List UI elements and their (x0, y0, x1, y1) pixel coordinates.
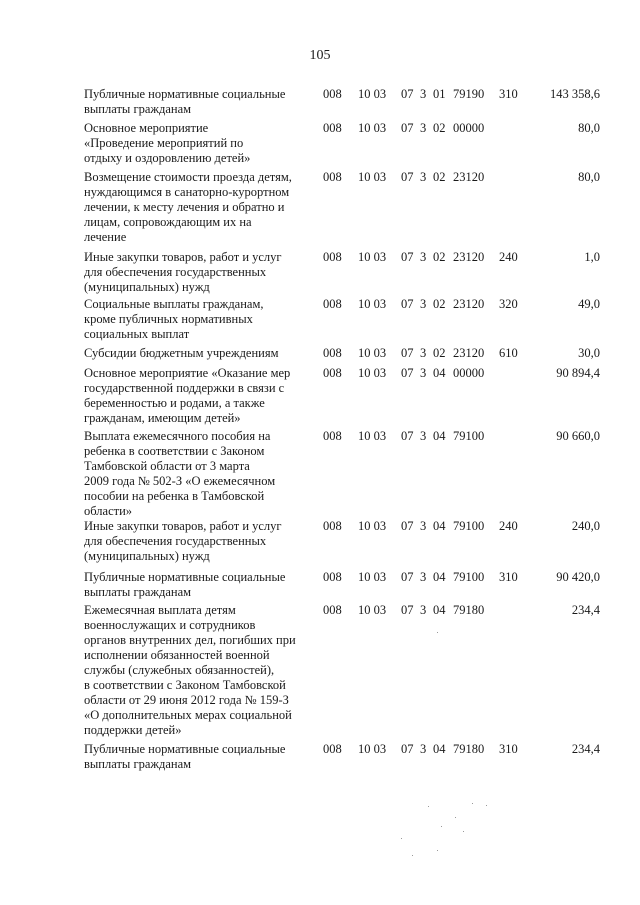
amount: 80,0 (578, 170, 600, 184)
subprogram-code: 3 (420, 346, 427, 360)
direction-code: 79180 (453, 742, 485, 756)
expense-type-code: 610 (499, 346, 518, 360)
amount: 90 420,0 (556, 570, 600, 584)
department-code: 008 (323, 742, 342, 756)
program-code: 07 (401, 170, 414, 184)
measure-code: 04 (433, 570, 446, 584)
amount: 90 894,4 (556, 366, 600, 380)
section-code: 10 03 (358, 570, 387, 584)
measure-code: 02 (433, 121, 446, 135)
row-name: Ежемесячная выплата детям военнослужащих и сотрудников органов внутренних дел, погибших при исполнении обязанностей военной службы (служебных обязанностей), в соответствии с Законом Тамбовской области от 29 июня 2012 года № 159-З «О дополнительных мерах социальной поддержки детей» (84, 603, 296, 737)
expense-type-code: 240 (499, 519, 518, 533)
section-code: 10 03 (358, 87, 387, 101)
expense-type-code: 240 (499, 250, 518, 264)
department-code: 008 (323, 570, 342, 584)
department-code: 008 (323, 87, 342, 101)
page-number: 105 (309, 48, 331, 63)
subprogram-code: 3 (420, 366, 427, 380)
row-name: Основное мероприятие «Оказание мер государственной поддержки в связи с беременностью и родами, а также гражданам, имеющим детей» (84, 366, 291, 425)
direction-code: 00000 (453, 121, 485, 135)
section-code: 10 03 (358, 297, 387, 311)
row-name: Публичные нормативные социальные выплаты гражданам (84, 87, 286, 116)
amount: 240,0 (571, 519, 600, 533)
program-code: 07 (401, 346, 414, 360)
department-code: 008 (323, 297, 342, 311)
program-code: 07 (401, 297, 414, 311)
program-code: 07 (401, 570, 414, 584)
department-code: 008 (323, 603, 342, 617)
subprogram-code: 3 (420, 87, 427, 101)
direction-code: 79180 (453, 603, 485, 617)
measure-code: 04 (433, 366, 446, 380)
amount: 234,4 (571, 603, 600, 617)
measure-code: 04 (433, 519, 446, 533)
expense-type-code: 310 (499, 570, 518, 584)
department-code: 008 (323, 429, 342, 443)
section-code: 10 03 (358, 170, 387, 184)
section-code: 10 03 (358, 603, 387, 617)
subprogram-code: 3 (420, 742, 427, 756)
department-code: 008 (323, 170, 342, 184)
section-code: 10 03 (358, 121, 387, 135)
row-name: Основное мероприятие «Проведение мероприятий по отдыху и оздоровлению детей» (84, 121, 251, 165)
direction-code: 79100 (453, 519, 485, 533)
measure-code: 02 (433, 346, 446, 360)
department-code: 008 (323, 250, 342, 264)
program-code: 07 (401, 429, 414, 443)
amount: 30,0 (578, 346, 600, 360)
direction-code: 23120 (453, 346, 485, 360)
row-name: Иные закупки товаров, работ и услуг для обеспечения государственных (муниципальных) нужд (84, 250, 282, 294)
program-code: 07 (401, 87, 414, 101)
row-name: Выплата ежемесячного пособия на ребенка в соответствии с Законом Тамбовской области от 3 марта 2009 года № 502-З «О ежемесячном пособии на ребенка в Тамбовской области» (84, 429, 276, 518)
row-name: Иные закупки товаров, работ и услуг для обеспечения государственных (муниципальных) нужд (84, 519, 282, 563)
section-code: 10 03 (358, 366, 387, 380)
program-code: 07 (401, 366, 414, 380)
department-code: 008 (323, 121, 342, 135)
expense-type-code: 310 (499, 87, 518, 101)
department-code: 008 (323, 346, 342, 360)
amount: 143 358,6 (550, 87, 600, 101)
subprogram-code: 3 (420, 603, 427, 617)
subprogram-code: 3 (420, 297, 427, 311)
row-name: Социальные выплаты гражданам, кроме публичных нормативных социальных выплат (84, 297, 264, 341)
subprogram-code: 3 (420, 121, 427, 135)
department-code: 008 (323, 519, 342, 533)
row-name: Публичные нормативные социальные выплаты гражданам (84, 570, 286, 599)
direction-code: 79100 (453, 570, 485, 584)
subprogram-code: 3 (420, 429, 427, 443)
measure-code: 02 (433, 250, 446, 264)
direction-code: 23120 (453, 297, 485, 311)
amount: 80,0 (578, 121, 600, 135)
amount: 1,0 (584, 250, 600, 264)
direction-code: 23120 (453, 250, 485, 264)
direction-code: 79190 (453, 87, 485, 101)
subprogram-code: 3 (420, 519, 427, 533)
measure-code: 02 (433, 297, 446, 311)
measure-code: 01 (433, 87, 446, 101)
expense-type-code: 310 (499, 742, 518, 756)
program-code: 07 (401, 121, 414, 135)
program-code: 07 (401, 603, 414, 617)
direction-code: 00000 (453, 366, 485, 380)
program-code: 07 (401, 519, 414, 533)
row-name: Возмещение стоимости проезда детям, нуждающимся в санаторно-курортном лечении, к месту лечения и обратно и лицам, сопровождающим их на лечение (84, 170, 292, 244)
department-code: 008 (323, 366, 342, 380)
measure-code: 04 (433, 429, 446, 443)
row-name: Субсидии бюджетным учреждениям (84, 346, 279, 360)
program-code: 07 (401, 250, 414, 264)
measure-code: 04 (433, 603, 446, 617)
direction-code: 79100 (453, 429, 485, 443)
program-code: 07 (401, 742, 414, 756)
measure-code: 02 (433, 170, 446, 184)
expense-type-code: 320 (499, 297, 518, 311)
direction-code: 23120 (453, 170, 485, 184)
section-code: 10 03 (358, 250, 387, 264)
subprogram-code: 3 (420, 250, 427, 264)
section-code: 10 03 (358, 429, 387, 443)
subprogram-code: 3 (420, 170, 427, 184)
measure-code: 04 (433, 742, 446, 756)
amount: 49,0 (578, 297, 600, 311)
section-code: 10 03 (358, 742, 387, 756)
section-code: 10 03 (358, 519, 387, 533)
row-name: Публичные нормативные социальные выплаты гражданам (84, 742, 286, 771)
subprogram-code: 3 (420, 570, 427, 584)
section-code: 10 03 (358, 346, 387, 360)
amount: 90 660,0 (556, 429, 600, 443)
amount: 234,4 (571, 742, 600, 756)
